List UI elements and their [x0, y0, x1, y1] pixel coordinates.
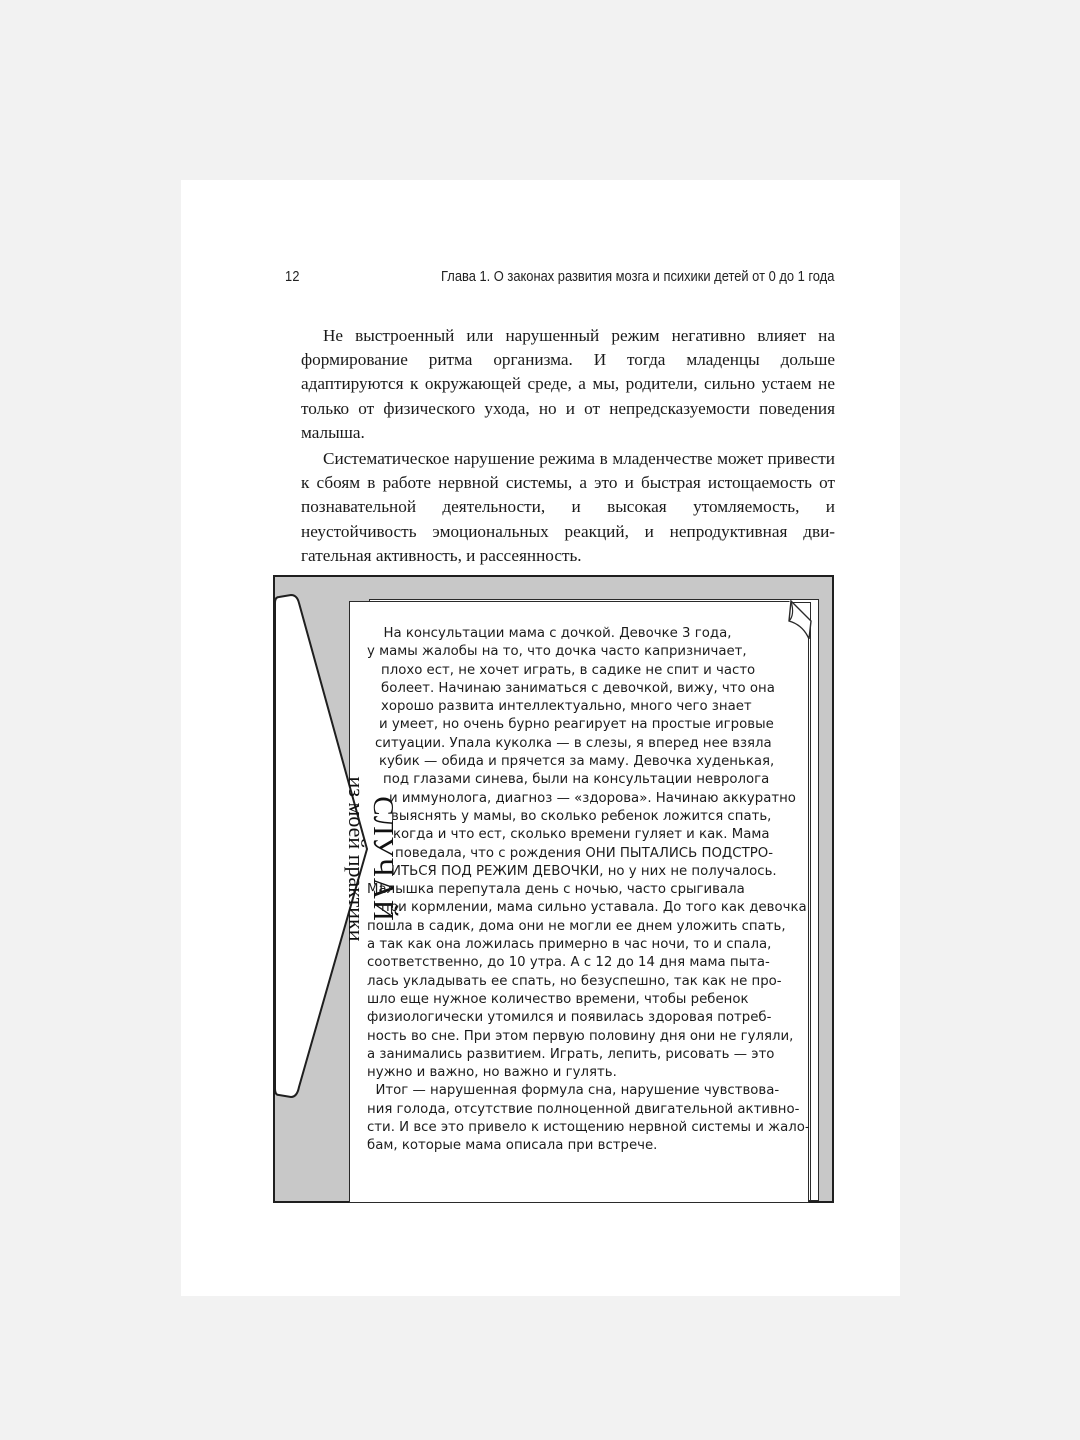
case-text-line: шло еще нужное количество времени, чтобы ребенок [367, 991, 749, 1007]
case-text-line: соответственно, до 10 утра. А с 12 до 14 дня мама пыта- [367, 955, 770, 971]
case-tab-title: СЛУЧАЙ [367, 796, 399, 922]
case-text-line: физиологически утомился и появилась здоровая потреб- [367, 1010, 772, 1026]
case-text-line: Итог — нарушенная формула сна, нарушение чувствова- [367, 1083, 780, 1099]
case-text-line: нужно и важно, но важно и гулять. [367, 1065, 617, 1081]
case-text-line: хорошо развита интеллектуально, много чего знает [381, 699, 752, 715]
main-text [301, 324, 835, 570]
case-text-line: ния голода, отсутствие полноценной двигательной активно- [367, 1101, 800, 1117]
case-text-line: а занимались развитием. Играть, лепить, рисовать — это [367, 1046, 775, 1062]
chapter-running-header: Глава 1. О законах развития мозга и психики детей от 0 до 1 года [440, 268, 834, 285]
case-text-line: пошла в садик, дома они не могли ее днем уложить спать, [367, 918, 786, 934]
paragraph: Систематическое нарушение режима в младенчестве может привести к сбоям в работе нервной системы, а это и быстрая истощаемость от познавательной деятельности, и высокая утомляемость, и неустойчивость эмоциональных реакций, и непродуктивная двигательная активность, и рассеянность. [301, 449, 835, 565]
paragraph: Не выстроенный или нарушенный режим негативно влияет на формирование ритма организма. И тогда младенцы дольше адаптируются к окружающей среде, а мы, родители, сильно устаем не только от физического ухода, но и от непредсказуемости поведения малыша. [301, 326, 835, 442]
case-text-line: под глазами синева, были на консультации невролога [383, 772, 770, 788]
case-text-line: лась укладывать ее спать, но безуспешно, так как не про- [367, 973, 782, 989]
case-tab-subtitle: из моей практики [344, 776, 369, 942]
case-study-box [273, 575, 834, 1203]
case-text-line: когда и что ест, сколько времени гуляет и как. Мама [393, 827, 770, 843]
case-text-line: сти. И все это привело к истощению нервной системы и жало- [367, 1120, 810, 1136]
case-text-line: а так как она ложилась примерно в час ночи, то и спала, [367, 937, 772, 953]
book-page [181, 180, 900, 1296]
case-text-line: при кормлении, мама сильно уставала. До того как девочка [381, 900, 807, 916]
case-text-line: Малышка перепутала день с ночью, часто срыгивала [367, 882, 745, 898]
case-text-line: поведала, что с рождения ОНИ ПЫТАЛИСЬ ПОДСТРО- [395, 845, 773, 861]
case-text-line: ситуации. Упала куколка — в слезы, я вперед нее взяла [375, 735, 772, 751]
case-text-line: болеет. Начинаю заниматься с девочкой, вижу, что она [381, 680, 775, 696]
case-text-line: ность во сне. При этом первую половину дня они не гуляли, [367, 1028, 794, 1044]
case-text-line: и иммунолога, диагноз — «здорова». Начинаю аккуратно [389, 790, 796, 806]
case-story-text [367, 625, 810, 1156]
page-number: 12 [285, 268, 300, 285]
case-text-line: кубик — обида и прячется за маму. Девочка худенькая, [379, 754, 775, 770]
case-text-line: бам, которые мама описала при встрече. [367, 1138, 658, 1154]
case-text-line: выяснять у мамы, во сколько ребенок ложится спать, [391, 808, 772, 824]
case-text-line: и умеет, но очень бурно реагирует на простые игровые [379, 717, 774, 733]
case-text-line: у мамы жалобы на то, что дочка часто капризничает, [367, 644, 747, 660]
case-text-line: плохо ест, не хочет играть, в садике не спит и часто [381, 662, 756, 678]
case-text-line: ИТЬСЯ ПОД РЕЖИМ ДЕВОЧКИ, но у них не получалось. [391, 863, 777, 879]
case-text-line: На консультации мама с дочкой. Девочке 3 года, [375, 626, 732, 641]
